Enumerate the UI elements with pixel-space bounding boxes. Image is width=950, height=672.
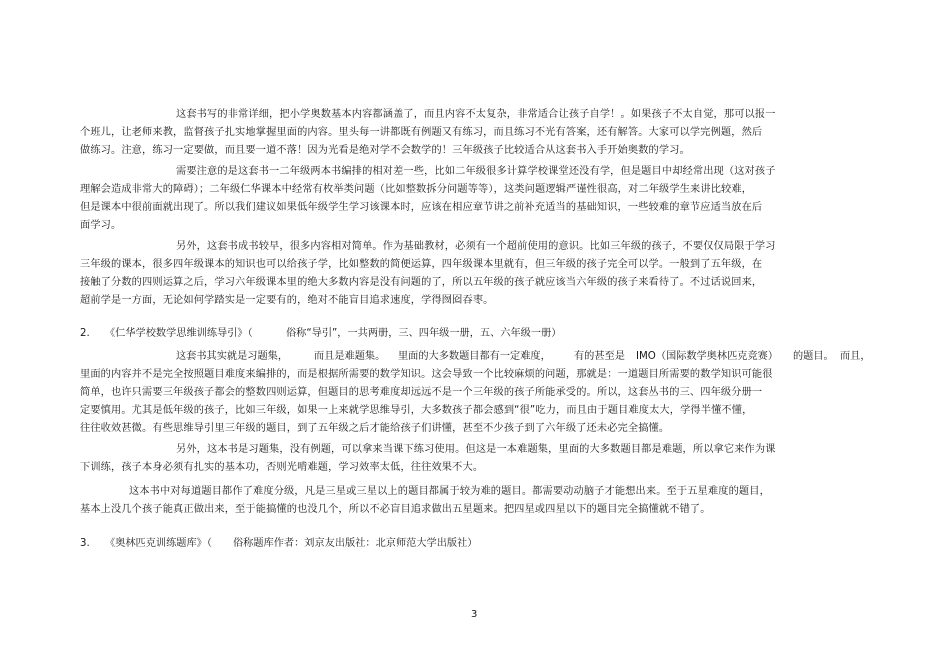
text-line: 简单，也许只需要三年级孩子都会的整数四则运算，但题目的思考难度却远远不是一个三年级的孩子所能承受的。所以，这套丛书的三、四年级分册一 — [80, 387, 763, 398]
text-segment: 的题目。 — [793, 351, 834, 362]
text-line: 接触了分数的四则运算之后，学习六年级课本里的绝大多数内容是没有问题的了，所以五年级的孩子就应该当六年级的孩子来看待了。不过话说回来， — [80, 277, 763, 288]
text-line: 理解会造成非常大的障碍）；二年级仁华课本中经常有枚举类问题（比如整数拆分问题等等），这类问题逻辑严谨性很高，对二年级学生来讲比较难， — [80, 184, 753, 195]
text-line: 下训练，孩子本身必须有扎实的基本功，否则光啃难题，学习效率太低，往往效果不大。 — [80, 462, 484, 473]
text-segment: 里面的大多数题目都有一定难度， — [398, 351, 551, 362]
text-line: 定要慎用。尤其是低年级的孩子，比如三年级，如果一上来就学思维导引，大多数孩子都会感到“很”吃力，而且由于题目难度太大，学得半懂不懂， — [80, 405, 753, 416]
text-line: 里面的内容并不是完全按照题目难度来编排的，而是根据所需要的数学知识。这会导致一个比较麻烦的问题，那就是：一道题目所需要的数学知识可能很 — [80, 369, 773, 380]
text-line: 往往收效甚微。有些思维导引里三年级的题目，到了五年级之后才能给孩子们讲懂，甚至不少孩子到了六年级了还未必完全搞懂。 — [80, 423, 670, 434]
text-line: 但是课本中很前面就出现了。所以我们建议如果低年级学生学习该课本时，应该在相应章节讲之前补充适当的基础知识，一些较难的章节应适当放在后 — [80, 202, 763, 213]
section-title: 《仁华学校数学思维训练导引》（ — [105, 328, 253, 339]
text-segment: 而且， — [840, 351, 871, 362]
section-title: 《奥林匹克训练题库》（ — [105, 538, 212, 549]
text-line: 面学习。 — [80, 220, 122, 231]
page-number: 3 — [471, 609, 478, 620]
text-line: 基本上没几个孩子能真正做出来，至于能搞懂的也没几个，所以不必盲目追求做出五星题来。把四星或四星以下的题目完全搞懂就不错了。 — [80, 504, 711, 515]
section-alias: 俗称题库作者：刘京友出版社：北京师范大学出版社） — [233, 538, 478, 549]
text-segment: 这套书其实就是习题集， — [176, 351, 289, 362]
text-line: 三年级的课本，很多四年级课本的知识也可以给孩子学，比如整数的简便运算，四年级课本里就有，但三年级的孩子完全可以学。一般到了五年级，在 — [80, 259, 763, 270]
text-segment: IMO（国际数学奥林匹克竞赛） — [636, 351, 779, 362]
text-line: 个班儿，让老师来教，监督孩子扎实地掌握里面的内容。里头每一讲都既有例题又有练习，而且练习不光有答案，还有解答。大家可以学完例题，然后 — [80, 127, 763, 138]
text-line: 做练习。注意，练习一定要做，而且要一道不落！因为光看是绝对学不会数学的！三年级孩子比较适合从这套书入手开始奥数的学习。 — [80, 145, 690, 156]
section-number: 3. — [80, 538, 90, 549]
text-line: 这套书写的非常详细，把小学奥数基本内容都涵盖了，而且内容不太复杂，非常适合让孩子自学！。如果孩子不太自觉，那可以报一 — [176, 109, 776, 120]
text-line: 超前学是一方面，无论如何学踏实是一定要有的，绝对不能盲目追求速度，学得囫囵吞枣。 — [80, 295, 494, 306]
text-line: 另外，这本书是习题集，没有例题，可以拿来当课下练习使用。但这是一本难题集，里面的大多数题目都是难题，所以拿它来作为课 — [176, 444, 776, 455]
text-segment: 而且是难题集。 — [314, 351, 386, 362]
text-line: 这本书中对每道题目都作了难度分级，凡是三星或三星以上的题目都属于较为难的题目。都需要动动脑子才能想出来。至于五星难度的题目， — [129, 486, 770, 497]
text-line: 另外，这套书成书较早，很多内容相对简单。作为基础教材，必须有一个超前使用的意识。比如三年级的孩子，不要仅仅局限于学习 — [176, 241, 776, 252]
text-line: 需要注意的是这套书一二年级两本书编排的相对差一些，比如二年级很多计算学校课堂还没有学，但是题目中却经常出现（这对孩子 — [176, 166, 776, 177]
section-alias: 俗称“导引”，一共两册，三、四年级一册，五、六年级一册） — [286, 328, 562, 339]
text-segment: 有的甚至是 — [574, 351, 625, 362]
section-number: 2. — [80, 328, 90, 339]
